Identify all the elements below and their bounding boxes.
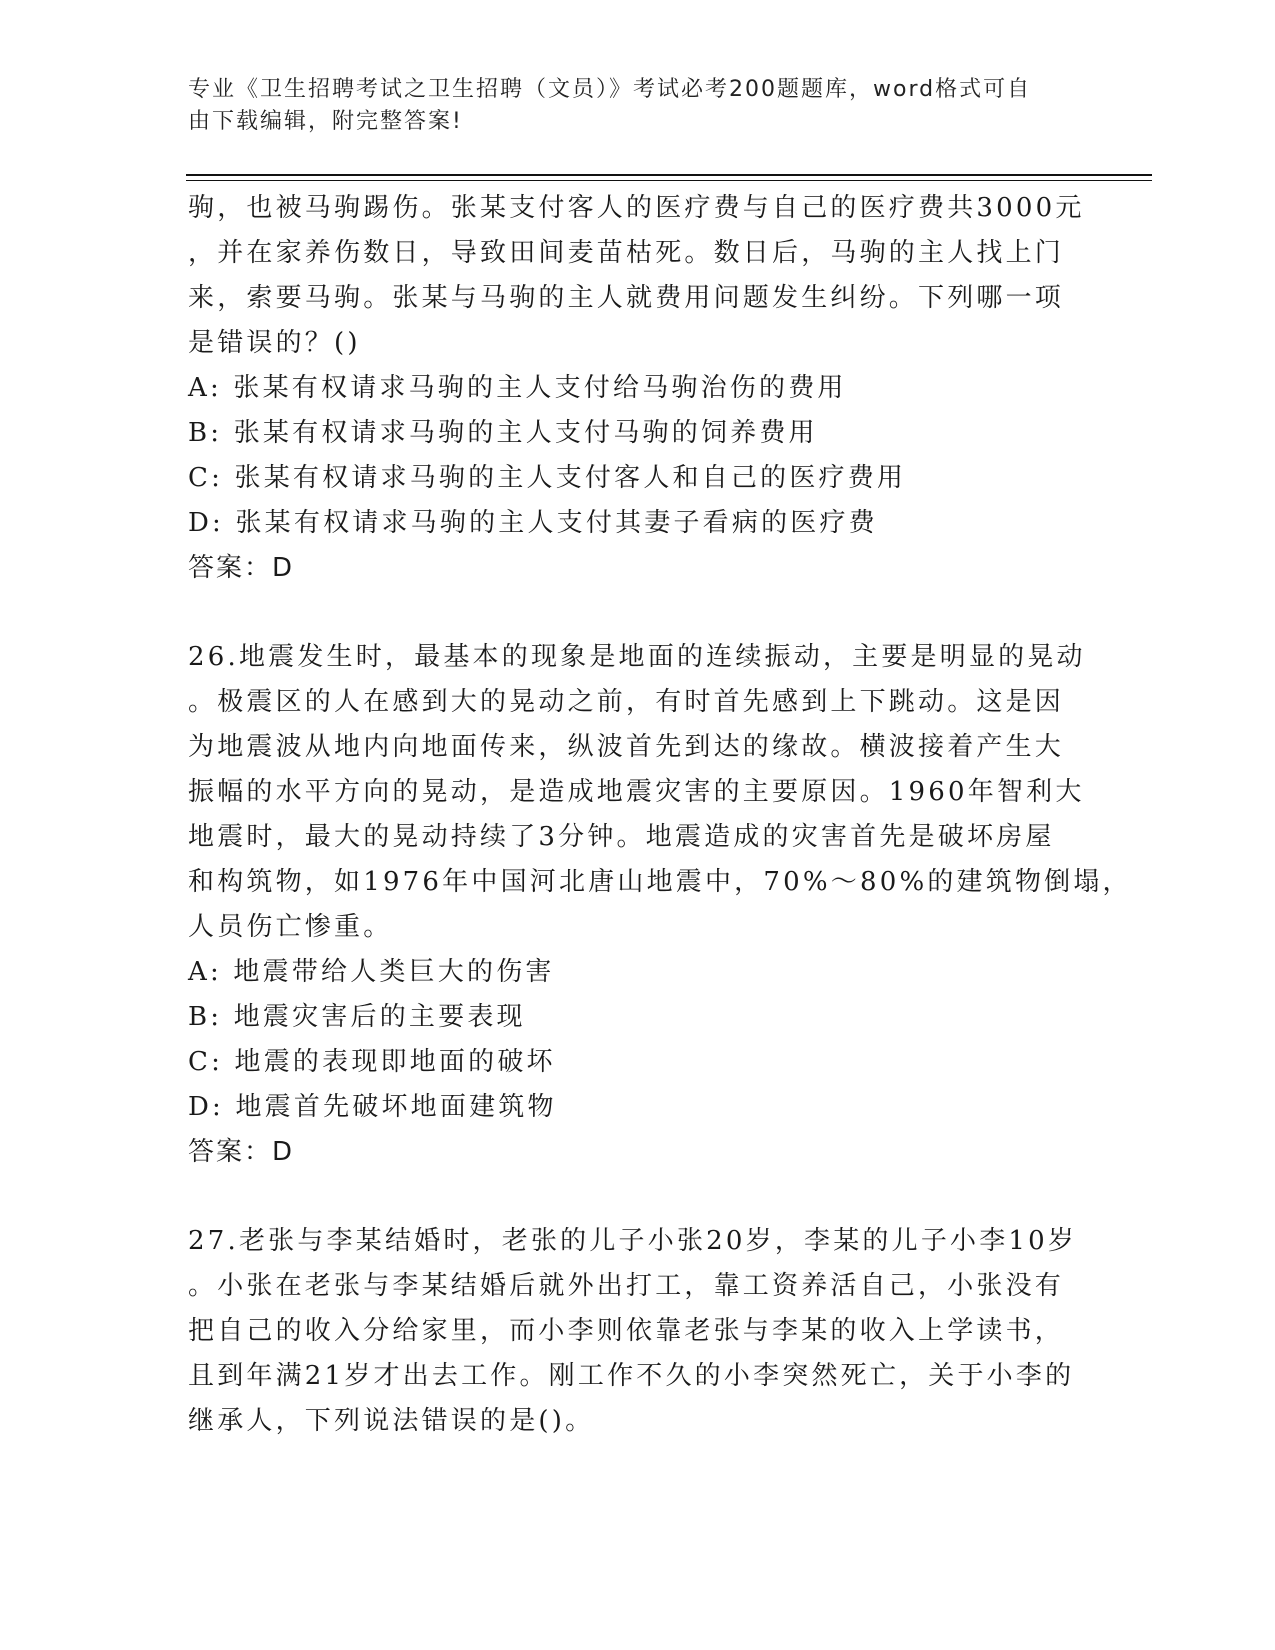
- header-title-line: 专业《卫生招聘考试之卫生招聘（文员）》考试必考200题题库，word格式可自: [188, 77, 1032, 102]
- question-block: [188, 186, 1088, 591]
- question-text-line: 来，索要马驹。张某与马驹的主人就费用问题发生纠纷。下列哪一项: [188, 283, 1065, 313]
- question-block: [188, 1219, 1088, 1444]
- question-text-line: 是错误的？(): [188, 328, 361, 358]
- spacer: [188, 1175, 1088, 1219]
- header-divider: [186, 174, 1152, 176]
- page-header: [188, 74, 1068, 138]
- question-text-line: 。小张在老张与李某结婚后就外出打工，靠工资养活自己，小张没有: [188, 1271, 1065, 1301]
- option-c: C: 张某有权请求马驹的主人支付客人和自己的医疗费用: [188, 463, 907, 493]
- option-a: A: 张某有权请求马驹的主人支付给马驹治伤的费用: [188, 373, 847, 403]
- option-c: C: 地震的表现即地面的破坏: [188, 1047, 556, 1077]
- answer-label: 答案：D: [188, 553, 295, 583]
- answer-label: 答案：D: [188, 1137, 295, 1167]
- question-text-line: 继承人，下列说法错误的是()。: [188, 1406, 595, 1436]
- document-body: [188, 186, 1132, 1444]
- question-text-line: 27.老张与李某结婚时，老张的儿子小张20岁，李某的儿子小李10岁: [188, 1226, 1078, 1256]
- question-text-line: 把自己的收入分给家里，而小李则依靠老张与李某的收入上学读书，: [188, 1316, 1065, 1346]
- question-text-line: 26.地震发生时，最基本的现象是地面的连续振动，主要是明显的晃动: [188, 642, 1086, 672]
- header-title-line: 由下载编辑，附完整答案!: [188, 109, 463, 134]
- option-d: D: 张某有权请求马驹的主人支付其妻子看病的医疗费: [188, 508, 878, 538]
- question-text-line: 和构筑物，如1976年中国河北唐山地震中，70%～80%的建筑物倒塌，: [188, 867, 1132, 897]
- option-b: B: 张某有权请求马驹的主人支付马驹的饲养费用: [188, 418, 818, 448]
- question-text-line: 振幅的水平方向的晃动，是造成地震灾害的主要原因。1960年智利大: [188, 777, 1085, 807]
- question-block: [188, 635, 1132, 1175]
- header-divider: [186, 180, 1152, 181]
- question-text-line: 驹，也被马驹踢伤。张某支付客人的医疗费与自己的医疗费共3000元: [188, 193, 1085, 223]
- question-text-line: 地震时，最大的晃动持续了3分钟。地震造成的灾害首先是破坏房屋: [188, 822, 1055, 852]
- question-text-line: 。极震区的人在感到大的晃动之前，有时首先感到上下跳动。这是因: [188, 687, 1065, 717]
- spacer: [188, 591, 1088, 635]
- question-text-line: 为地震波从地内向地面传来，纵波首先到达的缘故。横波接着产生大: [188, 732, 1065, 762]
- question-text-line: 人员伤亡惨重。: [188, 912, 393, 942]
- option-b: B: 地震灾害后的主要表现: [188, 1002, 526, 1032]
- question-text-line: ，并在家养伤数日，导致田间麦苗枯死。数日后，马驹的主人找上门: [188, 238, 1065, 268]
- option-a: A: 地震带给人类巨大的伤害: [188, 957, 555, 987]
- option-d: D: 地震首先破坏地面建筑物: [188, 1092, 557, 1122]
- question-text-line: 且到年满21岁才出去工作。刚工作不久的小李突然死亡，关于小李的: [188, 1361, 1075, 1391]
